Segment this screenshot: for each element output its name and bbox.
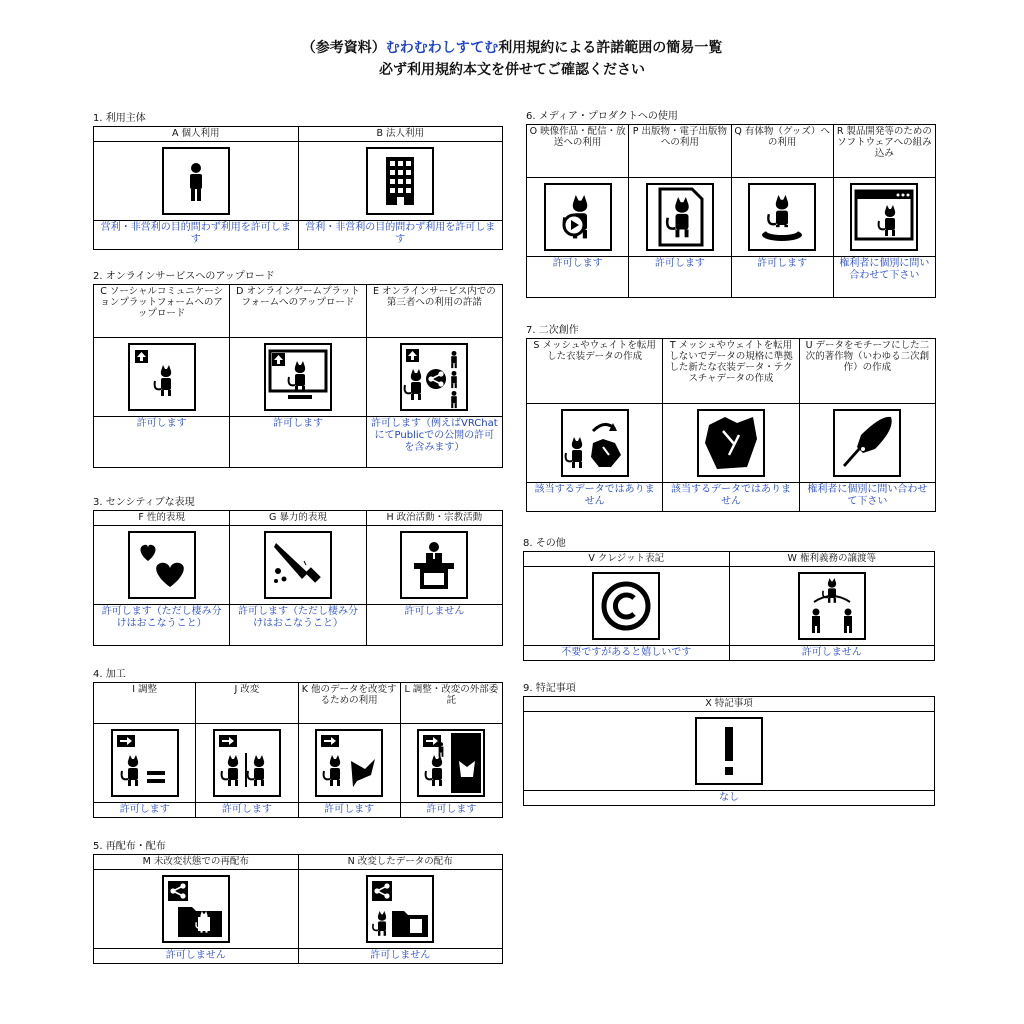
header-cell: F 性的表現 — [94, 511, 230, 526]
title-prefix: （参考資料） — [301, 40, 386, 56]
person-icon — [162, 147, 230, 215]
share-third-party-icon — [400, 343, 468, 411]
permission-table — [523, 696, 935, 806]
permission-value: 許可します — [298, 803, 400, 818]
permission-value: 許可しません — [94, 949, 299, 964]
modify-icon — [213, 729, 281, 797]
pen-nib-icon — [833, 409, 901, 477]
permission-table — [526, 338, 936, 512]
section-other — [523, 537, 935, 661]
page-subtitle: 必ず利用規約本文を併せてご確認ください — [379, 62, 645, 78]
permission-value: 許可します — [400, 803, 502, 818]
header-cell: J 改変 — [196, 683, 298, 724]
section-derivative — [526, 324, 936, 512]
upload-social-icon — [128, 343, 196, 411]
section-special-notes — [523, 682, 935, 806]
permission-table — [93, 284, 503, 468]
header-cell: E オンラインサービス内での第三者への利用の許諾 — [366, 285, 502, 338]
title-suffix: 利用規約による許諾範囲の簡易一覧 — [498, 40, 723, 56]
share-folder-icon — [162, 875, 230, 943]
header-cell: H 政治活動・宗教活動 — [366, 511, 502, 526]
permission-value: なし — [524, 791, 935, 806]
section-title: 3. センシティブな表現 — [93, 497, 195, 508]
page-title — [0, 38, 1024, 58]
adjust-icon — [111, 729, 179, 797]
permission-table — [523, 551, 935, 661]
section-title: 5. 再配布・配布 — [93, 841, 166, 852]
header-cell: P 出版物・電子出版物への利用 — [629, 125, 731, 178]
header-cell: S メッシュやウェイトを転用した衣装データの作成 — [527, 339, 663, 404]
software-window-icon — [850, 183, 918, 251]
knife-icon — [264, 531, 332, 599]
permission-value: 許可します — [94, 417, 230, 468]
permission-value: 許可します（例えばVRChatにてPublicでの公開の許可を含みます） — [366, 417, 502, 468]
section-online-upload — [93, 270, 503, 468]
section-title: 4. 加工 — [93, 669, 126, 680]
publication-icon — [646, 183, 714, 251]
permission-value: 該当するデータではありません — [527, 483, 663, 512]
office-building-icon — [366, 147, 434, 215]
header-cell: Q 有体物（グッズ）への利用 — [731, 125, 833, 178]
header-cell: D オンラインゲームプラットフォームへのアップロード — [230, 285, 366, 338]
clothing-convert-icon — [561, 409, 629, 477]
brand-name: むわむわしすてむ — [385, 40, 499, 56]
header-cell: T メッシュやウェイトを転用しないでデータの規格に準拠した新たな衣装データ・テクスチャデータの作成 — [663, 339, 799, 404]
hearts-icon — [128, 531, 196, 599]
header-cell: L 調整・改変の外部委託 — [400, 683, 502, 724]
permission-value: 許可しません — [366, 605, 502, 646]
permission-value: 権利者に個別に問い合わせて下さい — [833, 257, 935, 298]
header-cell: M 未改変状態での再配布 — [94, 855, 299, 870]
podium-icon — [400, 531, 468, 599]
permission-value: 許可します — [629, 257, 731, 298]
permission-value: 許可します — [230, 417, 366, 468]
share-modified-icon — [366, 875, 434, 943]
header-cell: A 個人利用 — [94, 127, 299, 142]
permission-value: 営利・非営利の目的問わず利用を許可します — [94, 221, 299, 250]
section-media-product — [526, 110, 936, 298]
permission-value: 許可します — [527, 257, 629, 298]
use-for-modify-icon — [315, 729, 383, 797]
header-cell: G 暴力的表現 — [230, 511, 366, 526]
permission-value: 許可します（ただし棲み分けはおこなうこと） — [94, 605, 230, 646]
permission-value: 許可しません — [298, 949, 503, 964]
section-title: 8. その他 — [523, 538, 566, 549]
header-cell: O 映像作品・配信・放送への利用 — [527, 125, 629, 178]
header-cell: X 特記事項 — [524, 697, 935, 712]
header-cell: W 権利義務の譲渡等 — [729, 552, 935, 567]
header-cell: N 改変したデータの配布 — [298, 855, 503, 870]
permission-value: 該当するデータではありません — [663, 483, 799, 512]
section-title: 9. 特記事項 — [523, 683, 576, 694]
permission-value: 許可します — [731, 257, 833, 298]
header-cell: B 法人利用 — [298, 127, 503, 142]
permission-table — [526, 124, 936, 298]
permission-table — [93, 126, 503, 250]
permission-table — [93, 510, 503, 646]
header-cell: U データをモチーフにした二次的著作物（いわゆる二次創作）の作成 — [799, 339, 935, 404]
permission-value: 許可します — [196, 803, 298, 818]
header-cell: C ソーシャルコミュニケーションプラットフォームへのアップロード — [94, 285, 230, 338]
video-play-icon — [544, 183, 612, 251]
permission-value: 許可します — [94, 803, 196, 818]
section-sensitive — [93, 496, 503, 646]
header-cell: I 調整 — [94, 683, 196, 724]
section-title: 2. オンラインサービスへのアップロード — [93, 271, 275, 282]
header-cell: R 製品開発等のためのソフトウェアへの組み込み — [833, 125, 935, 178]
permission-value: 不要ですがあると嬉しいです — [524, 646, 730, 661]
section-redistribution — [93, 840, 503, 964]
section-title: 6. メディア・プロダクトへの使用 — [526, 111, 678, 122]
section-user-type — [93, 112, 503, 250]
section-processing — [93, 668, 503, 818]
permission-value: 営利・非営利の目的問わず利用を許可します — [298, 221, 503, 250]
permission-value: 権利者に個別に問い合わせて下さい — [799, 483, 935, 512]
transfer-rights-icon — [798, 572, 866, 640]
exclamation-icon — [695, 717, 763, 785]
section-title: 7. 二次創作 — [526, 325, 579, 336]
header-cell: K 他のデータを改変するための利用 — [298, 683, 400, 724]
copyright-icon — [592, 572, 660, 640]
permission-table — [93, 682, 503, 818]
upload-game-icon — [264, 343, 332, 411]
permission-table — [93, 854, 503, 964]
header-cell: V クレジット表記 — [524, 552, 730, 567]
section-title: 1. 利用主体 — [93, 113, 146, 124]
figure-goods-icon — [748, 183, 816, 251]
clothing-icon — [697, 409, 765, 477]
outsource-icon — [417, 729, 485, 797]
permission-value: 許可します（ただし棲み分けはおこなうこと） — [230, 605, 366, 646]
permission-value: 許可しません — [729, 646, 935, 661]
